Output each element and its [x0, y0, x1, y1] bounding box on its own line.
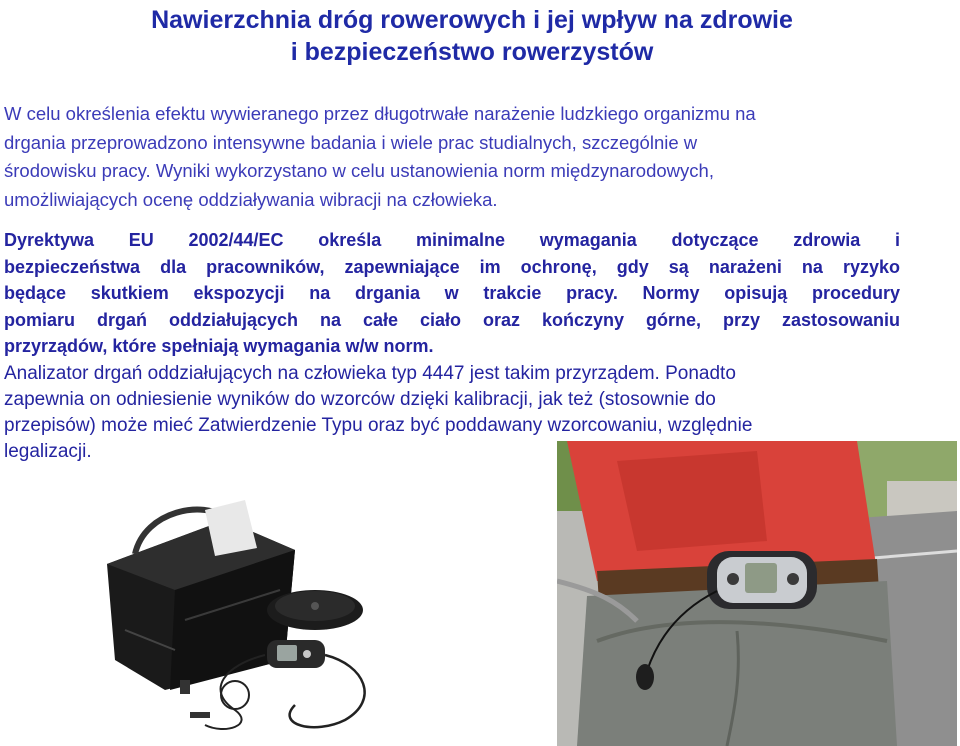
vibration-analyzer-kit-photo: [95, 490, 395, 746]
paragraph-line: środowisku pracy. Wyniki wykorzystano w celu ustanowienia norm międzynarodowych,: [4, 160, 714, 181]
paragraph-line: W celu określenia efektu wywieranego przez długotrwałe narażenie ludzkiego organizmu na: [4, 103, 756, 124]
title-line-2: i bezpieczeństwo rowerzystów: [290, 38, 654, 66]
paragraph-vibration-research: [4, 100, 900, 214]
paragraph-line: Analizator drgań oddziałujących na człowieka typ 4447 jest takim przyrządem. Ponadto: [4, 363, 736, 384]
paragraph-line: zapewnia on odniesienie wyników do wzorców dzięki kalibracji, jak też (stosownie do: [4, 389, 716, 410]
cyclist-with-analyzer-photo: [557, 441, 957, 746]
paragraph-line: bezpieczeństwa dla pracowników, zapewniające im ochronę, gdy są narażeni na ryzyko: [4, 256, 900, 277]
paragraph-line: legalizacji.: [4, 441, 92, 462]
paragraph-line: przepisów) może mieć Zatwierdzenie Typu oraz być poddawany wzorcowaniu, względnie: [4, 415, 753, 436]
paragraph-line: umożliwiających ocenę oddziaływania wibracji na człowieka.: [4, 188, 498, 210]
paragraph-line: przyrządów, które spełniają wymagania w/w norm.: [4, 336, 434, 356]
page-title: [0, 4, 944, 68]
paragraph-line: będące skutkiem ekspozycji na drgania w trakcie pracy. Normy opisują procedury: [4, 283, 900, 303]
title-line-1: Nawierzchnia dróg rowerowych i jej wpływ na zdrowie: [151, 6, 793, 34]
paragraph-eu-directive: [4, 227, 900, 360]
paragraph-line: drgania przeprowadzono intensywne badania i wiele prac studialnych, szczególnie w: [4, 131, 698, 153]
paragraph-line: Dyrektywa EU 2002/44/EC określa minimalne wymagania dotyczące zdrowia i: [4, 230, 900, 250]
paragraph-line: pomiaru drgań oddziałujących na całe ciało oraz kończyny górne, przy zastosowaniu: [4, 309, 900, 330]
